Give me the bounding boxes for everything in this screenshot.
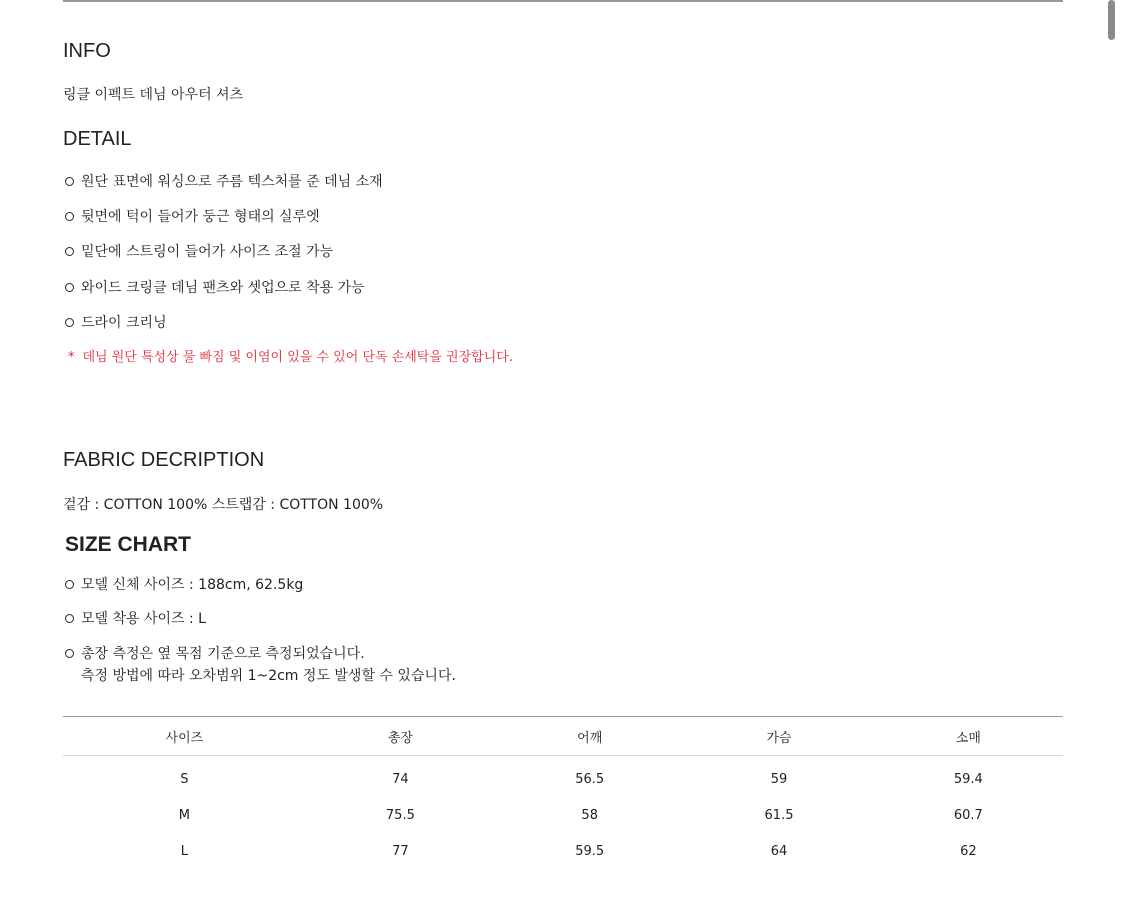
table-header-row: [63, 717, 1063, 756]
size-note: 모델 신체 사이즈 : 188cm, 62.5kg: [65, 574, 303, 594]
table-cell: 64: [770, 843, 788, 859]
fabric-composition: 겉감 : COTTON 100% 스트랩감 : COTTON 100%: [63, 497, 384, 513]
column-header: 어깨: [495, 717, 684, 756]
table-cell: 77: [392, 843, 409, 859]
info-heading: INFO: [63, 40, 111, 62]
detail-item: 와이드 크링클 데님 팬츠와 셋업으로 착용 가능: [65, 277, 365, 297]
size-note: 모델 착용 사이즈 : L: [65, 608, 206, 628]
column-header: 총장: [306, 717, 495, 756]
table-cell: 59.5: [575, 843, 605, 859]
asterisk-icon: *: [68, 350, 75, 365]
bullet-circle-icon: [65, 283, 74, 292]
table-cell: 59.4: [953, 771, 983, 787]
table-cell: 56.5: [575, 771, 605, 787]
table-cell: S: [180, 771, 189, 787]
detail-item: 드라이 크리닝: [65, 312, 167, 332]
table-cell: 75.5: [385, 807, 415, 823]
column-header: 가슴: [684, 717, 873, 756]
table-cell: L: [180, 843, 188, 859]
table-cell: M: [178, 807, 190, 823]
table-row: [63, 797, 1063, 833]
product-name: 링클 이펙트 데님 아우터 셔츠: [63, 87, 244, 103]
table-cell: 62: [960, 843, 977, 859]
bullet-circle-icon: [65, 212, 74, 221]
table-cell: 60.7: [953, 807, 983, 823]
table-cell: 58: [581, 807, 598, 823]
table-cell: 61.5: [764, 807, 794, 823]
column-header: 사이즈: [63, 717, 306, 756]
fabric-heading: FABRIC DECRIPTION: [63, 449, 265, 471]
table-row: [63, 833, 1063, 869]
bullet-circle-icon: [65, 318, 74, 327]
bullet-circle-icon: [65, 614, 74, 623]
bullet-circle-icon: [65, 649, 74, 658]
bullet-circle-icon: [65, 247, 74, 256]
detail-item: 뒷면에 턱이 들어가 둥근 형태의 실루엣: [65, 206, 320, 226]
bullet-circle-icon: [65, 580, 74, 589]
table-cell: 74: [392, 771, 409, 787]
table-row: [63, 756, 1063, 798]
care-notice: * 데님 원단 특성상 물 빠짐 및 이염이 있을 수 있어 단독 손세탁을 권장합니다.: [68, 350, 513, 365]
size-chart-heading: SIZE CHART: [65, 533, 191, 556]
detail-item: 원단 표면에 워싱으로 주름 텍스처를 준 데님 소재: [65, 171, 383, 191]
size-note-measure: 총장 측정은 옆 목점 기준으로 측정되었습니다. 측정 방법에 따라 오차범위 1~2cm 정도 발생할 수 있습니다.: [65, 643, 456, 685]
column-header: 소매: [874, 717, 1063, 756]
detail-heading: DETAIL: [63, 128, 132, 150]
detail-item: 밑단에 스트링이 들어가 사이즈 조절 가능: [65, 241, 333, 261]
bullet-circle-icon: [65, 177, 74, 186]
table-cell: 59: [770, 771, 788, 787]
size-table: [63, 716, 1063, 869]
top-divider: [63, 0, 1063, 2]
scrollbar-thumb[interactable]: [1108, 0, 1115, 40]
